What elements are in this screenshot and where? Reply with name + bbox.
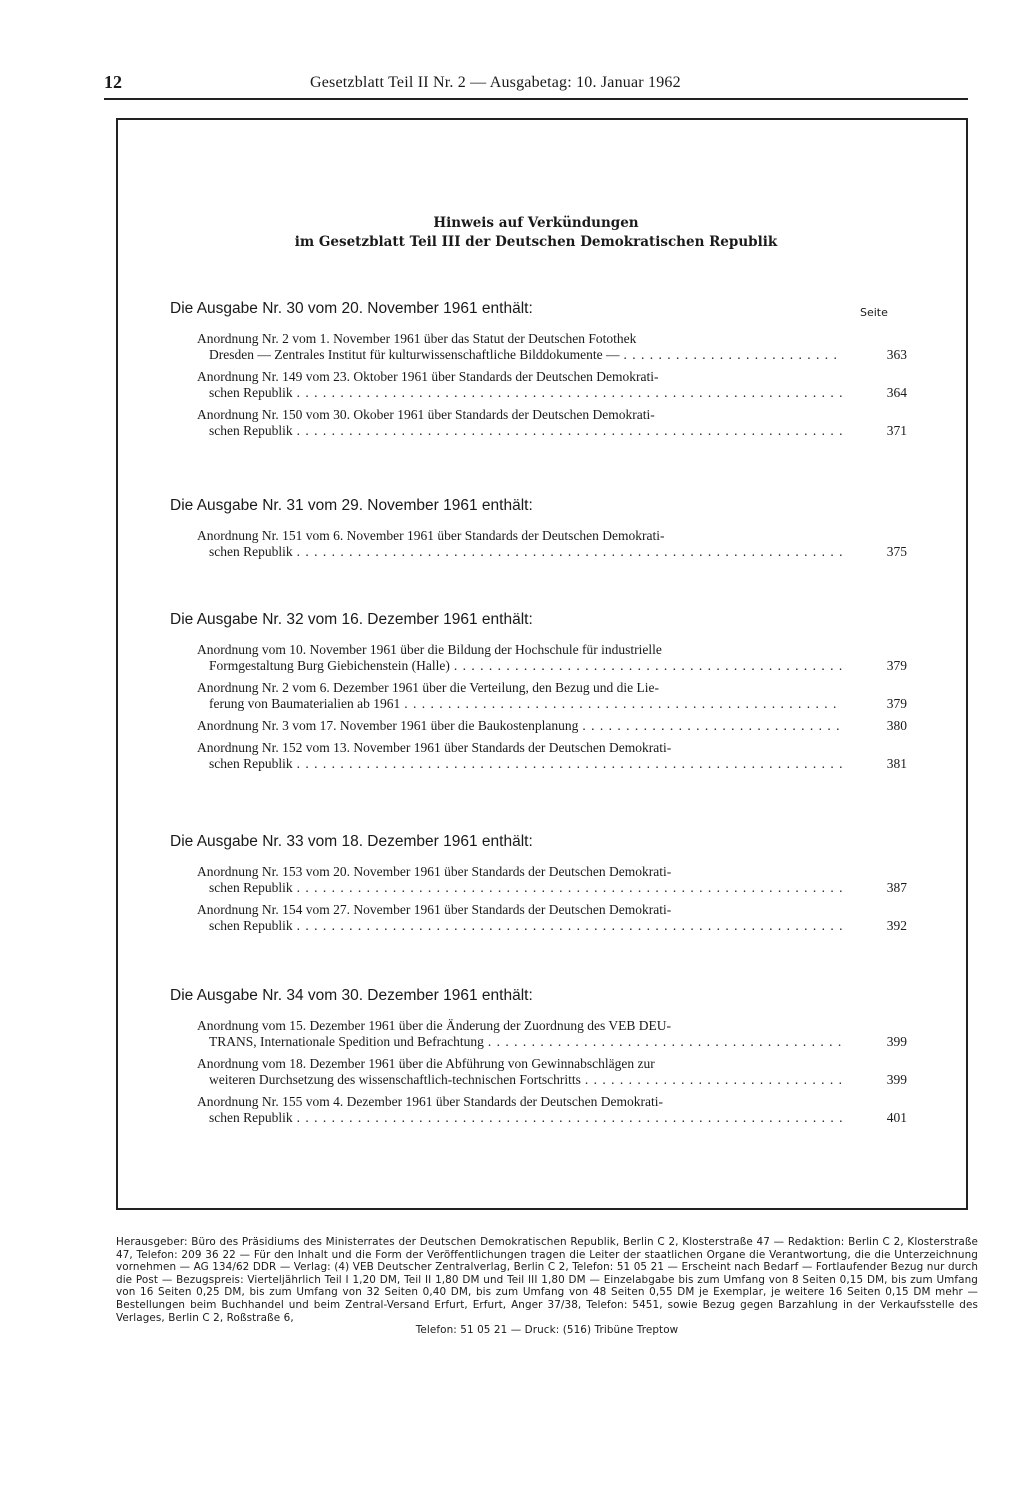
entry-text: Anordnung Nr. 155 vom 4. Dezember 1961 über Standards der Deutschen Demokrati- (197, 1094, 664, 1109)
entry-continuation (197, 1034, 842, 1050)
leader-dots (297, 385, 842, 401)
entry-continuation (197, 1072, 842, 1088)
running-title: Gesetzblatt Teil II Nr. 2 — Ausgabetag: 10. Januar 1962 (310, 74, 681, 91)
colophon-text: Herausgeber: Büro des Präsidiums des Ministerrates der Deutschen Demokratischen Republik, Berlin C 2, Klosterstraße 47 — Redaktion: Berlin C 2, Klosterstraße 47, Telefon: 209 36 22 — Für den Inhalt und die Form der Veröffentlichungen tragen die Leiter der staatlichen Organe die Verantwortung, die die Unterzeichnung vornehmen — AG 134/62 DDR — Verlag: (4) VEB Deutscher Zentralverlag, Berlin C 2, Telefon: 51 05 21 — Erscheint nach Bedarf — Fortlaufender Bezug nur durch die Post — Bezugspreis: Vierteljährlich Teil I 1,20 DM, Teil II 1,80 DM und Teil III 1,80 DM — Einzelabgabe bis zum Umfang von 8 Seiten 0,15 DM, bis zum Umfang von 16 Seiten 0,25 DM, bis zum Umfang von 32 Seiten 0,40 DM, bis zum Umfang von 48 Seiten 0,55 DM je Exemplar, je weitere 16 Seiten 0,15 DM mehr — Bestellungen beim Buchhandel und beim Zentral-Versand Erfurt, Erfurt, Anger 37/38, Telefon: 5451, sowie Bezug gegen Barzahlung in der Verkaufsstelle des Verlages, Berlin C 2, Roßstraße 6, (116, 1236, 978, 1324)
issue-title: Die Ausgabe Nr. 32 vom 16. Dezember 1961 enthält: (170, 611, 533, 628)
page-reference: 379 (886, 658, 907, 673)
entry (197, 528, 907, 560)
notice-heading (118, 214, 954, 252)
page-number: 12 (104, 72, 122, 92)
entry-continuation (197, 347, 842, 363)
page-reference: 375 (886, 544, 907, 559)
entry-continuation (197, 880, 842, 896)
entry-continuation (197, 696, 842, 712)
issue-title: Die Ausgabe Nr. 30 vom 20. November 1961 enthält: (170, 300, 533, 317)
issue-title: Die Ausgabe Nr. 33 vom 18. Dezember 1961 enthält: (170, 833, 533, 850)
entry (197, 740, 907, 772)
entry-text: Anordnung Nr. 152 vom 13. November 1961 über Standards der Deutschen Demokrati- (197, 740, 672, 755)
page-reference: 371 (886, 423, 907, 438)
leader-dots (297, 1110, 842, 1126)
entry-text: Anordnung Nr. 150 vom 30. Okober 1961 über Standards der Deutschen Demokrati- (197, 407, 655, 422)
leader-dots (454, 658, 842, 674)
entry-continuation (197, 423, 842, 439)
notice-frame (116, 118, 968, 1210)
entry-continuation (197, 385, 842, 401)
entry-text-continued: TRANS, Internationale Spedition und Befrachtung (209, 1034, 484, 1049)
page-reference: 401 (886, 1110, 907, 1125)
entry-continuation (197, 544, 842, 560)
leader-dots (624, 347, 842, 363)
entry-text-continued: Dresden — Zentrales Institut für kulturwissenschaftliche Bilddokumente — (209, 347, 620, 362)
entry-continuation (197, 658, 842, 674)
issue-block-31 (170, 496, 907, 566)
entry-text: Anordnung Nr. 151 vom 6. November 1961 über Standards der Deutschen Demokrati- (197, 528, 665, 543)
issue-title: Die Ausgabe Nr. 34 vom 30. Dezember 1961 enthält: (170, 987, 533, 1004)
leader-dots (404, 696, 842, 712)
page-header (104, 72, 968, 100)
entry-continuation (197, 918, 842, 934)
entry-text-continued: schen Republik (209, 756, 293, 771)
issue-title: Die Ausgabe Nr. 31 vom 29. November 1961 enthält: (170, 497, 533, 514)
colophon (116, 1236, 978, 1337)
leader-dots (297, 423, 842, 439)
entry-continuation (197, 1110, 842, 1126)
entry-text: Anordnung Nr. 2 vom 6. Dezember 1961 über die Verteilung, den Bezug und die Lie- (197, 680, 660, 695)
entry (197, 369, 907, 401)
page-reference: 387 (886, 880, 907, 895)
entry-text-continued: schen Republik (209, 1110, 293, 1125)
page-reference: 363 (886, 347, 907, 362)
entry (197, 718, 907, 734)
issue-block-34 (170, 986, 907, 1132)
entry-text: Anordnung Nr. 153 vom 20. November 1961 über Standards der Deutschen Demokrati- (197, 864, 672, 879)
entry-text-continued: Formgestaltung Burg Giebichenstein (Halle) (209, 658, 450, 673)
issue-block-33 (170, 832, 907, 940)
entry-text: Anordnung Nr. 154 vom 27. November 1961 über Standards der Deutschen Demokrati- (197, 902, 672, 917)
leader-dots (297, 544, 842, 560)
page-reference: 399 (886, 1034, 907, 1049)
entry-text-continued: schen Republik (209, 918, 293, 933)
entry (197, 1094, 907, 1126)
leader-dots (488, 1034, 842, 1050)
entry (197, 902, 907, 934)
entry-text-continued: weiteren Durchsetzung des wissenschaftlich-technischen Fortschritts (209, 1072, 581, 1087)
entry-text: Anordnung vom 18. Dezember 1961 über die Abführung von Gewinnabschlägen zur (197, 1056, 655, 1071)
entry-text-continued: schen Republik (209, 423, 293, 438)
entry-text-continued: schen Republik (209, 385, 293, 400)
page-reference: 379 (886, 696, 907, 711)
page-reference: 381 (886, 756, 907, 771)
page-reference: 399 (886, 1072, 907, 1087)
entry (197, 1056, 907, 1088)
notice-heading-line2: im Gesetzblatt Teil III der Deutschen Demokratischen Republik (294, 234, 778, 250)
notice-heading-line1: Hinweis auf Verkündungen (433, 215, 639, 231)
entry-text-continued: ferung von Baumaterialien ab 1961 (209, 696, 401, 711)
page-reference: 364 (886, 385, 907, 400)
page-reference: 392 (886, 918, 907, 933)
entry-text: Anordnung Nr. 2 vom 1. November 1961 über das Statut der Deutschen Fotothek (197, 331, 637, 346)
entry-continuation (197, 756, 842, 772)
entry (197, 1018, 907, 1050)
entry-text-continued: schen Republik (209, 880, 293, 895)
issue-block-32 (170, 610, 907, 778)
leader-dots (297, 880, 842, 896)
entry-text-continued: schen Republik (209, 544, 293, 559)
entry-text: Anordnung Nr. 149 vom 23. Oktober 1961 über Standards der Deutschen Demokrati- (197, 369, 659, 384)
entry (197, 407, 907, 439)
leader-dots (297, 918, 842, 934)
entry (197, 331, 907, 363)
seite-label: Seite (860, 306, 888, 319)
entry (197, 642, 907, 674)
entry (197, 864, 907, 896)
leader-dots (582, 718, 842, 734)
entry-text: Anordnung vom 10. November 1961 über die Bildung der Hochschule für industrielle (197, 642, 662, 657)
entry-single-line (197, 718, 842, 734)
leader-dots (585, 1072, 842, 1088)
colophon-last-line: Telefon: 51 05 21 — Druck: (516) Tribüne Treptow (415, 1324, 679, 1337)
entry-text: Anordnung vom 15. Dezember 1961 über die Änderung der Zuordnung des VEB DEU- (197, 1018, 672, 1033)
leader-dots (297, 756, 842, 772)
entry (197, 680, 907, 712)
page-reference: 380 (886, 718, 907, 733)
entry-text: Anordnung Nr. 3 vom 17. November 1961 über die Baukostenplanung (197, 718, 579, 733)
